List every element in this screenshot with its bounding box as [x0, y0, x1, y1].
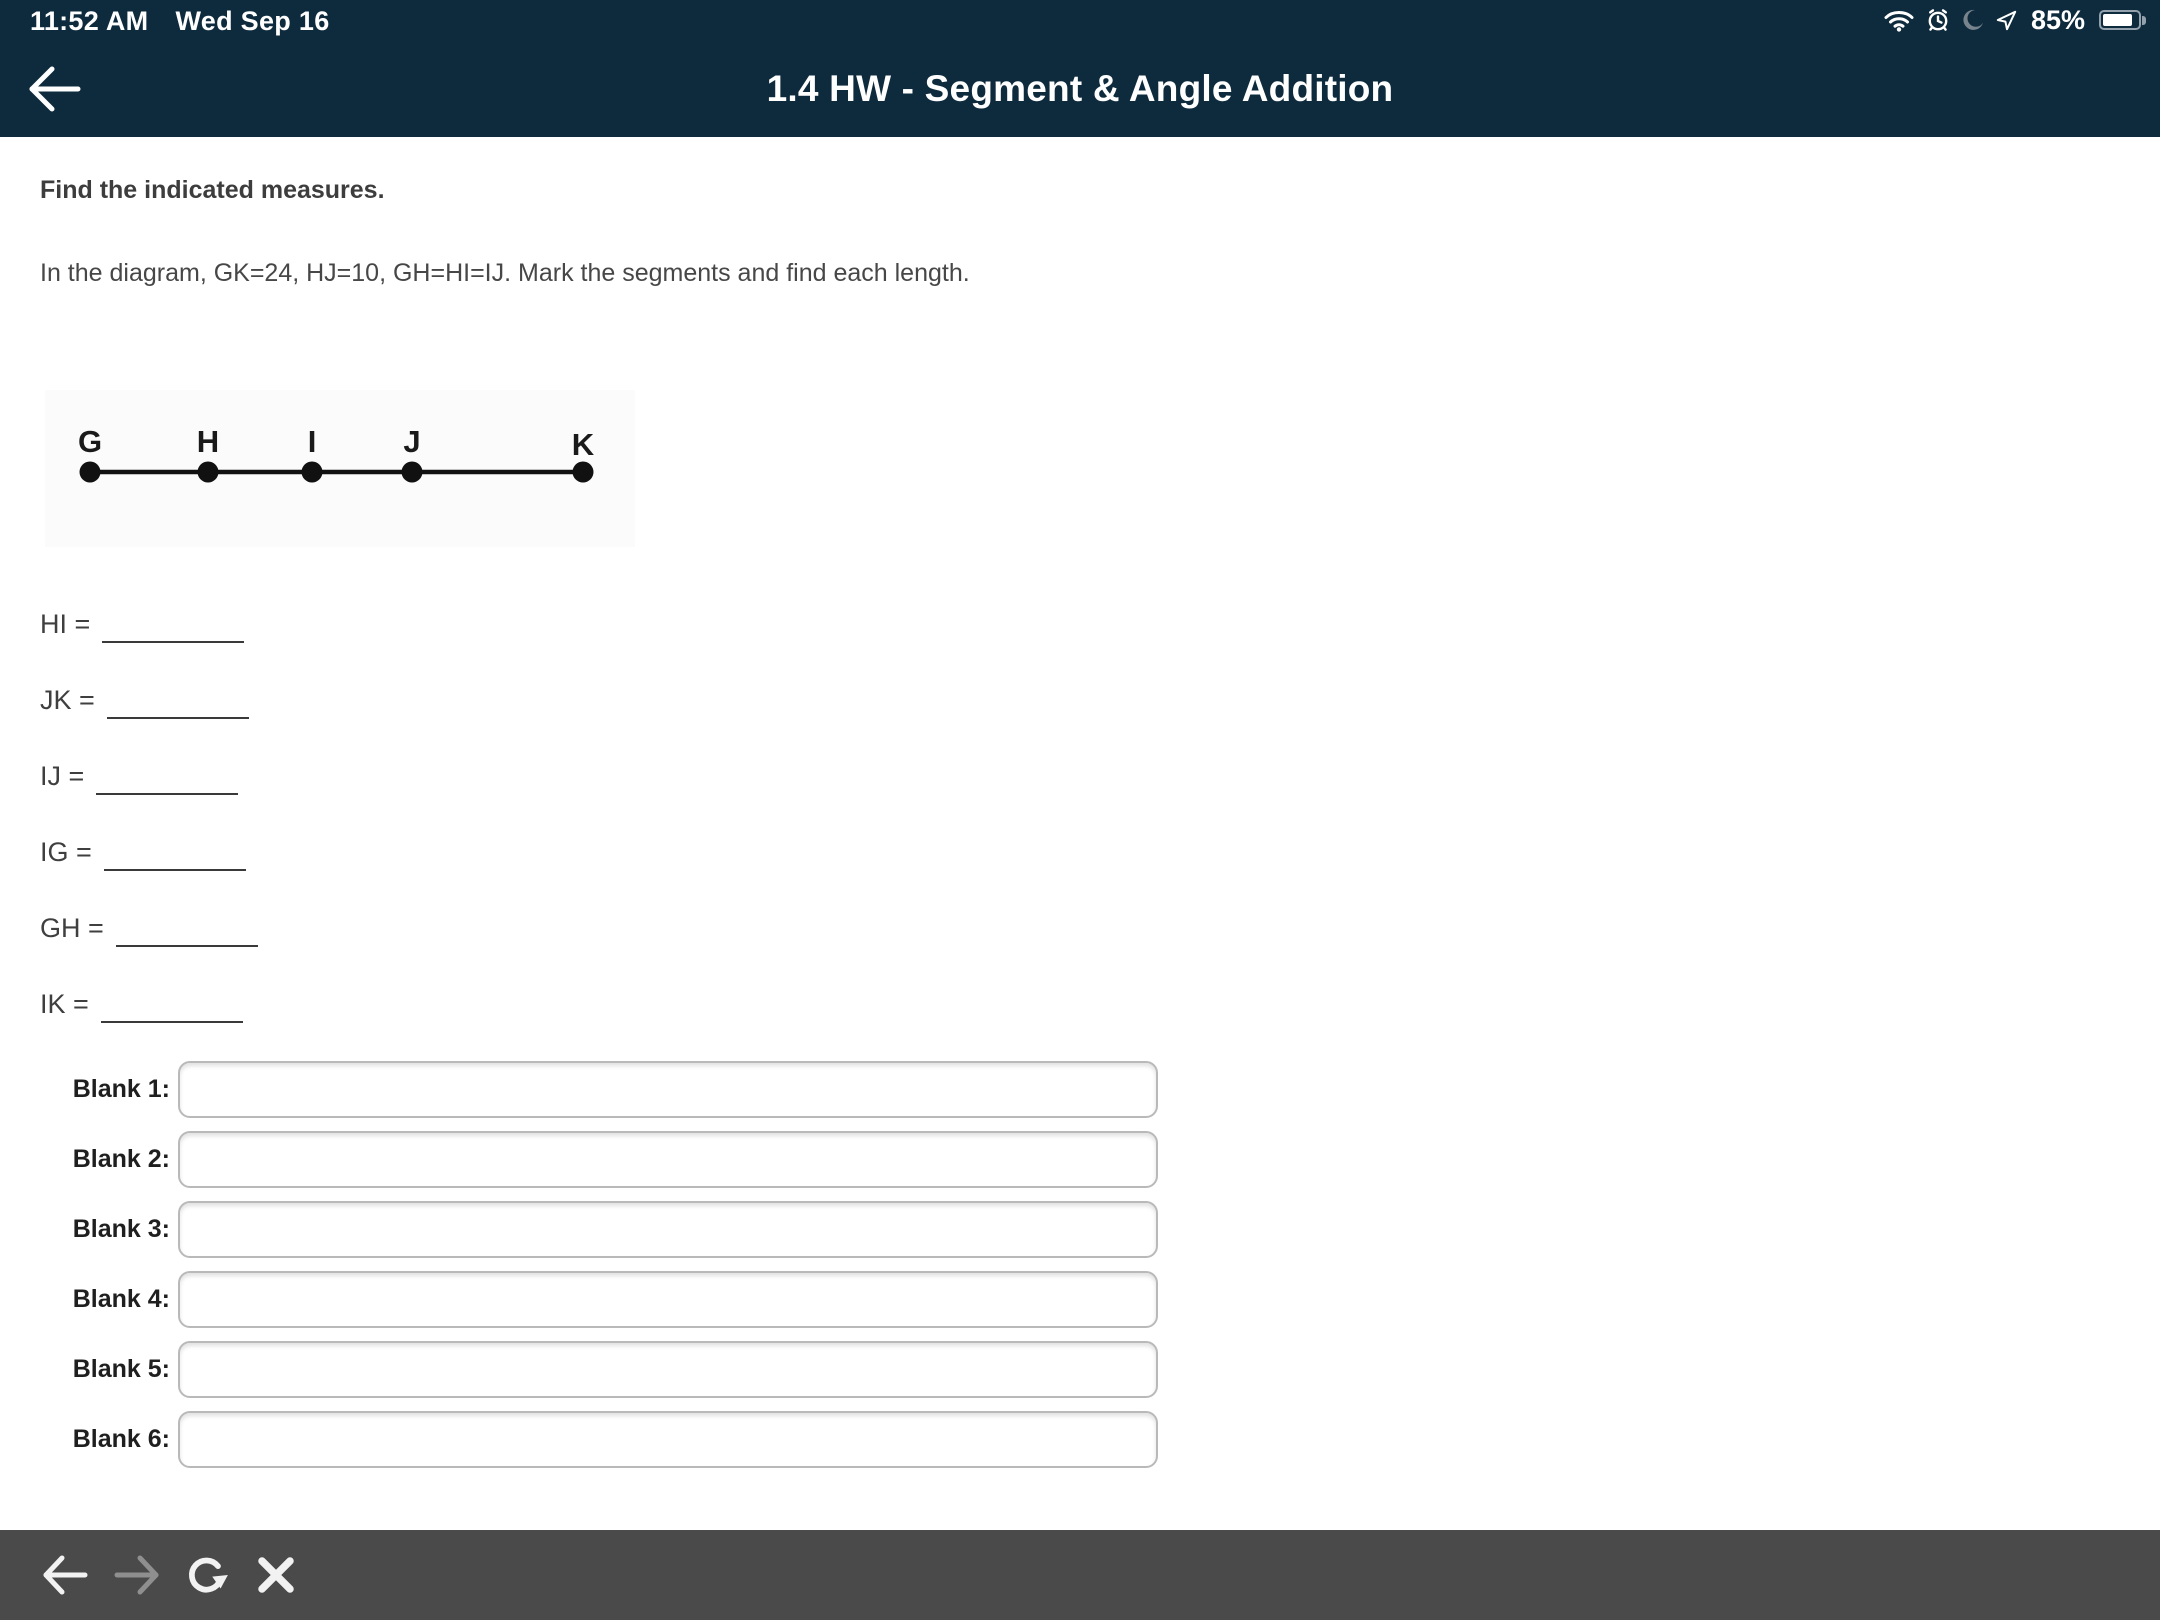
wifi-icon	[1884, 9, 1914, 32]
equation-label: JK =	[40, 685, 95, 715]
equation-label: HI =	[40, 609, 91, 639]
blank-row-5	[40, 1341, 2160, 1398]
answer-blank-line	[104, 841, 246, 871]
segment-diagram	[45, 390, 635, 547]
blank-answer-form	[40, 1061, 2160, 1468]
point-label-j: J	[403, 424, 421, 459]
segment-diagram-svg	[45, 390, 635, 547]
close-icon	[253, 1552, 299, 1598]
answer-blank-line	[107, 689, 249, 719]
blank-label: Blank 5:	[72, 1355, 170, 1383]
blank-4-input[interactable]	[178, 1271, 1158, 1328]
answer-blank-line	[96, 765, 238, 795]
blank-label: Blank 2:	[72, 1145, 170, 1173]
equation-row-jk	[40, 681, 2160, 719]
toolbar-forward-icon	[111, 1552, 161, 1598]
blank-label: Blank 6:	[72, 1425, 170, 1453]
browser-toolbar	[0, 1530, 2160, 1620]
toolbar-reload-button[interactable]	[180, 1549, 232, 1601]
blank-label: Blank 3:	[72, 1215, 170, 1243]
nav-bar	[0, 40, 2160, 137]
blank-row-4	[40, 1271, 2160, 1328]
point-label-h: H	[196, 424, 220, 459]
equation-row-ig	[40, 833, 2160, 871]
equation-row-ij	[40, 757, 2160, 795]
alarm-icon	[1926, 8, 1950, 32]
answer-blank-line	[102, 613, 244, 643]
blank-label: Blank 1:	[72, 1075, 170, 1103]
toolbar-back-button[interactable]	[40, 1549, 92, 1601]
blank-5-input[interactable]	[178, 1341, 1158, 1398]
point-label-k: K	[571, 427, 595, 462]
battery-percent-label: 85%	[2030, 4, 2085, 35]
status-date: Wed Sep 16	[175, 5, 330, 36]
blank-3-input[interactable]	[178, 1201, 1158, 1258]
blank-6-input[interactable]	[178, 1411, 1158, 1468]
back-button[interactable]	[24, 57, 88, 121]
blank-label: Blank 4:	[72, 1285, 170, 1313]
point-label-g: G	[77, 424, 103, 459]
equation-label: GH =	[40, 913, 104, 943]
answer-blank-line	[116, 917, 258, 947]
point-label-i: I	[307, 424, 317, 459]
reload-icon	[181, 1550, 231, 1600]
equation-label: IG =	[40, 837, 92, 867]
instruction-heading: Find the indicated measures.	[40, 176, 385, 204]
equation-row-hi	[40, 605, 2160, 643]
back-arrow-icon	[26, 61, 86, 117]
equation-label: IK =	[40, 989, 89, 1019]
equation-row-ik	[40, 985, 2160, 1023]
moon-icon	[1962, 9, 1984, 31]
location-icon	[1996, 10, 2017, 31]
toolbar-back-icon	[41, 1552, 91, 1598]
equation-row-gh	[40, 909, 2160, 947]
assignment-content	[0, 137, 2160, 1530]
status-time-date	[30, 4, 330, 37]
status-time: 11:52 AM	[30, 5, 149, 36]
blank-1-input[interactable]	[178, 1061, 1158, 1118]
toolbar-close-button[interactable]	[250, 1549, 302, 1601]
blank-row-3	[40, 1201, 2160, 1258]
problem-statement: In the diagram, GK=24, HJ=10, GH=HI=IJ. Mark the segments and find each length.	[40, 259, 970, 287]
page-title: 1.4 HW - Segment & Angle Addition	[766, 67, 1394, 109]
blank-row-6	[40, 1411, 2160, 1468]
status-bar	[0, 0, 2160, 40]
blank-row-1	[40, 1061, 2160, 1118]
equation-label: IJ =	[40, 761, 85, 791]
battery-icon	[2099, 10, 2146, 30]
blank-2-input[interactable]	[178, 1131, 1158, 1188]
answer-blank-line	[101, 993, 243, 1023]
blank-row-2	[40, 1131, 2160, 1188]
toolbar-forward-button[interactable]	[110, 1549, 162, 1601]
equation-list	[40, 605, 2160, 1023]
